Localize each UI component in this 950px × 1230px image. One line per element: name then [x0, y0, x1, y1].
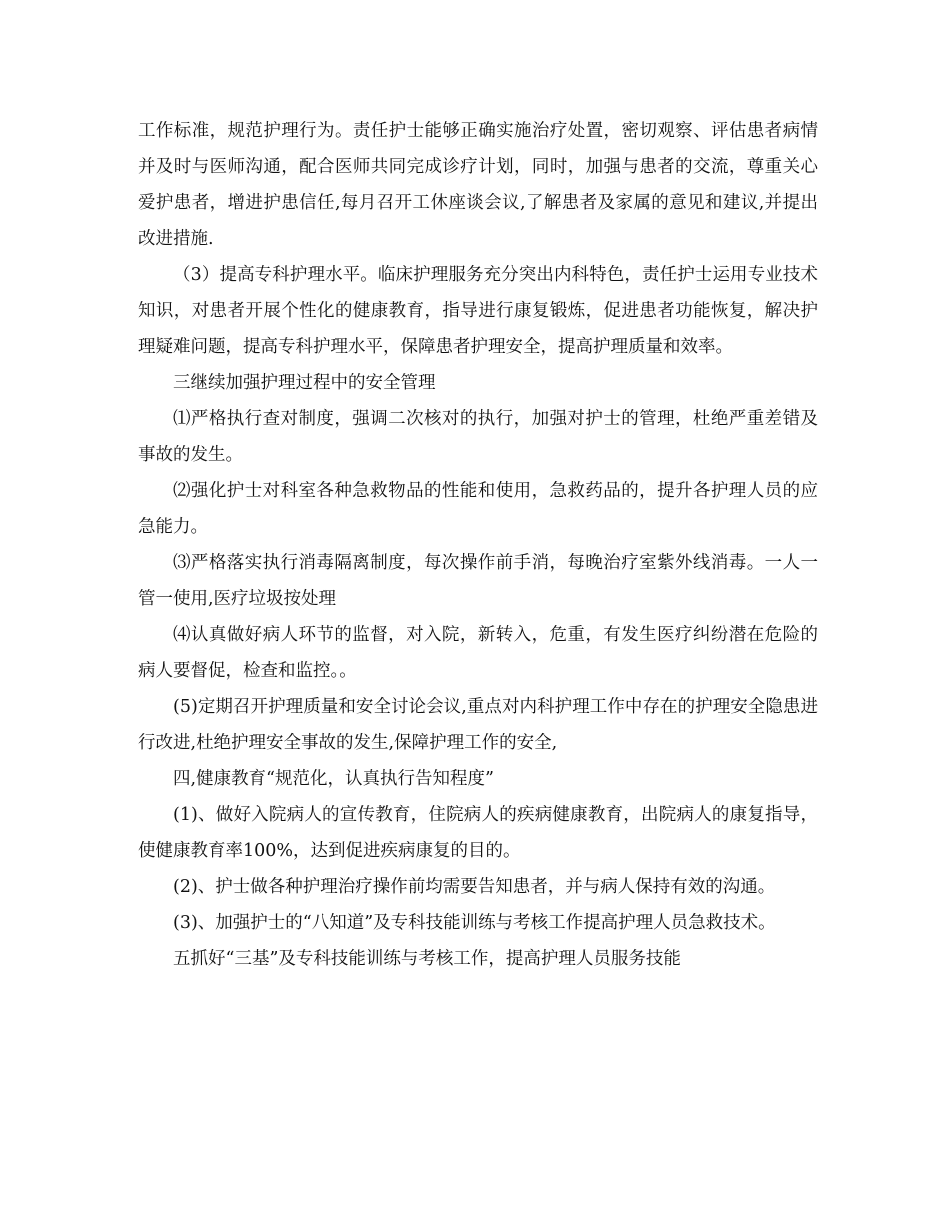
document-body: [138, 113, 818, 977]
list-item: ⑴严格执行查对制度，强调二次核对的执行，加强对护士的管理，杜绝严重差错及事故的发生。: [138, 409, 818, 465]
list-item: (5)定期召开护理质量和安全讨论会议,重点对内科护理工作中存在的护理安全隐患进行改进,杜绝护理安全事故的发生,保障护理工作的安全,: [138, 697, 818, 753]
list-item: ⑵强化护士对科室各种急救物品的性能和使用，急救药品的，提升各护理人员的应急能力。: [138, 481, 818, 537]
paragraph: （3）提高专科护理水平。临床护理服务充分突出内科特色，责任护士运用专业技术知识，对患者开展个性化的健康教育，指导进行康复锻炼，促进患者功能恢复，解决护理疑难问题，提高专科护理水平，保障患者护理安全，提高护理质量和效率。: [138, 265, 818, 357]
paragraph: 工作标准，规范护理行为。责任护士能够正确实施治疗处置，密切观察、评估患者病情并及时与医师沟通，配合医师共同完成诊疗计划，同时，加强与患者的交流，尊重关心爱护患者，增进护患信任,每月召开工休座谈会议,了解患者及家属的意见和建议,并提出改进措施.: [138, 121, 818, 249]
section-heading: 五抓好“三基”及专科技能训练与考核工作，提高护理人员服务技能: [173, 949, 681, 969]
section-heading: 四,健康教育“规范化，认真执行告知程度”: [173, 769, 494, 789]
list-item: (2)、护士做各种护理治疗操作前均需要告知患者，并与病人保持有效的沟通。: [173, 877, 776, 897]
list-item: (1)、做好入院病人的宣传教育，住院病人的疾病健康教育，出院病人的康复指导，使健康教育率100%，达到促进疾病康复的目的。: [138, 805, 818, 861]
list-item: ⑷认真做好病人环节的监督，对入院，新转入，危重，有发生医疗纠纷潜在危险的病人要督促，检查和监控。。: [138, 625, 818, 681]
list-item: (3)、加强护士的“八知道”及专科技能训练与考核工作提高护理人员急救技术。: [173, 913, 776, 933]
section-heading: 三继续加强护理过程中的安全管理: [173, 373, 436, 393]
list-item: ⑶严格落实执行消毒隔离制度，每次操作前手消，每晚治疗室紫外线消毒。一人一管一使用,医疗垃圾按处理: [138, 553, 818, 609]
